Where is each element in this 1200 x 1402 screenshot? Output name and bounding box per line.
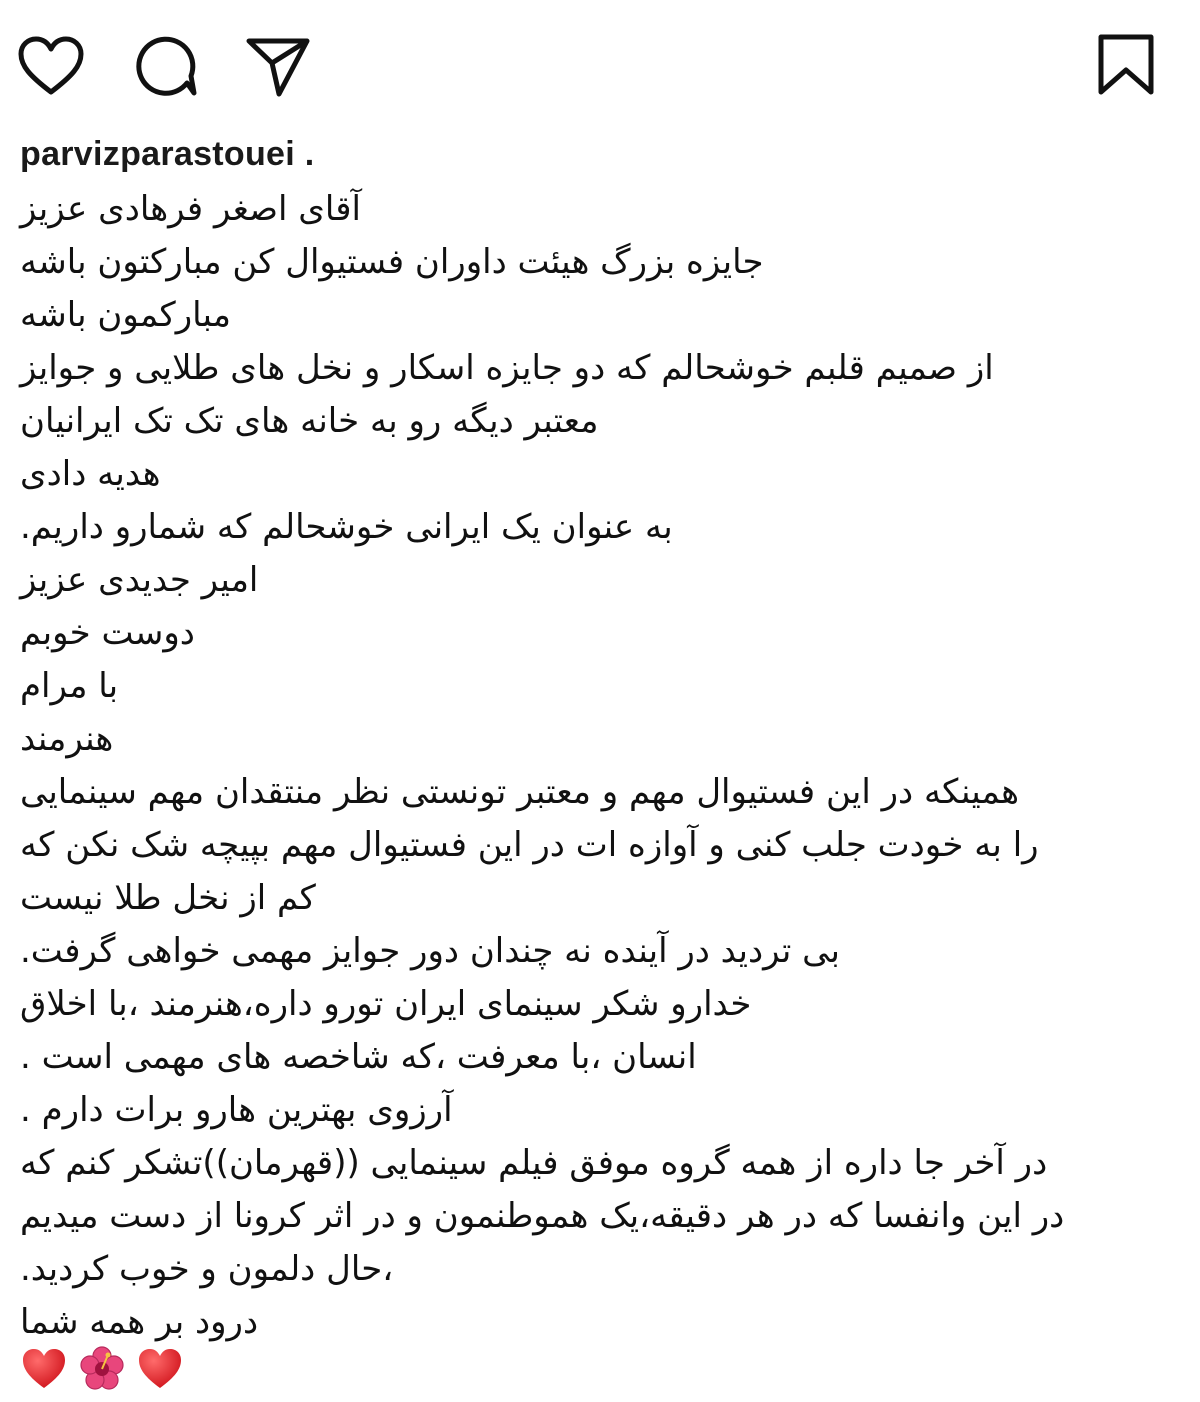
caption-line: با مرام bbox=[20, 666, 119, 706]
caption-line: معتبر دیگه رو به خانه های تک تک ایرانیان bbox=[20, 401, 599, 441]
caption-line: مبارکمون باشه bbox=[20, 295, 231, 335]
caption-line: همینکه در این فستیوال مهم و معتبر تونستی نظر منتقدان مهم سینمایی bbox=[20, 772, 1020, 812]
caption-line: را به خودت جلب کنی و آوازه ات در این فستیوال مهم بپیچه شک نکن که bbox=[20, 825, 1039, 865]
comment-icon[interactable] bbox=[132, 36, 198, 98]
caption-line: آقای اصغر فرهادی عزیز bbox=[20, 189, 361, 229]
caption-line: ،حال دلمون و خوب کردید. bbox=[20, 1249, 394, 1289]
bookmark-icon[interactable] bbox=[1096, 34, 1156, 96]
caption-line: به عنوان یک ایرانی خوشحالم که شمارو داریم. bbox=[20, 507, 673, 547]
caption-line: درود بر همه شما bbox=[20, 1302, 259, 1342]
caption-line: امیر جدیدی عزیز bbox=[20, 560, 259, 600]
red-heart-icon bbox=[136, 1345, 184, 1393]
caption-line: در این وانفسا که در هر دقیقه،یک هموطنمون و در اثر کرونا از دست میدیم bbox=[20, 1196, 1065, 1236]
post-username[interactable]: parvizparastouei . bbox=[20, 135, 315, 173]
caption-line: در آخر جا داره از همه گروه موفق فیلم سینمایی ((قهرمان))تشکر کنم که bbox=[20, 1143, 1048, 1183]
heart-icon[interactable] bbox=[18, 36, 84, 98]
emoji-row bbox=[20, 1343, 184, 1395]
caption-line: بی تردید در آینده نه چندان دور جوایز مهمی خواهی گرفت. bbox=[20, 931, 840, 971]
caption-line: جایزه بزرگ هیئت داوران فستیوال کن مبارکتون باشه bbox=[20, 242, 764, 282]
caption-line: کم از نخل طلا نیست bbox=[20, 878, 316, 918]
caption-line: هدیه دادی bbox=[20, 454, 161, 494]
red-heart-icon bbox=[20, 1345, 68, 1393]
caption-line: انسان ،با معرفت ،که شاخصه های مهمی است . bbox=[20, 1037, 697, 1077]
caption-line: از صمیم قلبم خوشحالم که دو جایزه اسکار و نخل های طلایی و جوایز bbox=[20, 348, 994, 388]
caption-line: هنرمند bbox=[20, 719, 114, 759]
caption-line: دوست خوبم bbox=[20, 613, 195, 653]
caption-line: آرزوی بهترین هارو برات دارم . bbox=[20, 1090, 453, 1130]
post-action-bar bbox=[0, 0, 1200, 120]
hibiscus-icon bbox=[78, 1345, 126, 1393]
send-icon[interactable] bbox=[245, 36, 311, 98]
caption-line: خدارو شکر سینمای ایران تورو داره،هنرمند ،با اخلاق bbox=[20, 984, 752, 1024]
post-caption bbox=[20, 183, 1185, 1349]
